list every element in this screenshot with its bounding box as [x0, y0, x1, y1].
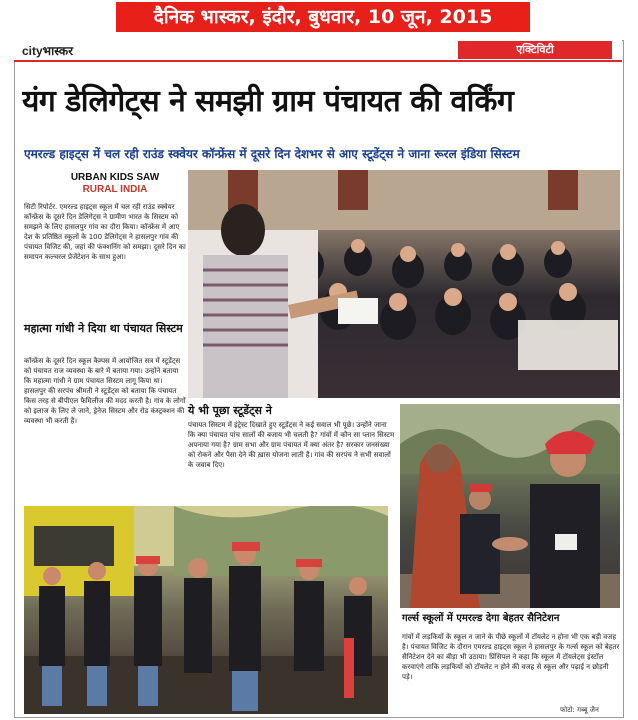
- walking-illustration: [24, 506, 388, 714]
- heading-gandhi: महात्मा गांधी ने दिया था पंचायत सिस्टम: [24, 322, 183, 335]
- english-kicker: [60, 172, 170, 196]
- paragraph-students-asked: पंचायत सिस्टम में इंट्रेस्ट दिखाते हुए स्टूडेंट्स ने कई सवाल भी पूछे। उन्होंने जाना कि क्या पंचायत पांच सालों की बजाय भी चलती है? गांवों में कौन सा प्लान सिस्टम अपनाया गया है? ग्राम सभा और ग्राम पंचायत में क्या अंतर है? सरकार जनसंख्या को रोकने और पैसा देने की ख़ास योजना लाती है। गांव की सरपंच ने सभी सवालों के जवाब दिए।: [188, 421, 395, 469]
- photo-credit: फोटो: गब्बू जैन: [560, 706, 599, 714]
- kicker-line-1: URBAN KIDS SAW: [70, 172, 160, 183]
- city-supplement-label: cityभास्कर: [22, 44, 74, 58]
- photo-students-walking: [24, 506, 388, 714]
- main-photo-illustration: [188, 170, 620, 398]
- newspaper-masthead: दैनिक भास्कर, इंदौर, बुधवार, 10 जून, 2015: [116, 2, 530, 32]
- article-subheadline: एमरल्ड हाइट्स में चल रही राउंड स्क्वेयर कॉन्फ्रेंस में दूसरे दिन देशभर से आए स्टूडेंट्स ने जाना रूरल इंडिया सिस्टम: [24, 147, 520, 161]
- handshake-illustration: [400, 404, 620, 608]
- article-headline: यंग डेलिगेट्स ने समझी ग्राम पंचायत की वर्किंग: [22, 84, 514, 119]
- heading-girls-sanitation: गर्ल्स स्कूलों में एमरल्ड देगा बेहतर सैनिटेशन: [402, 613, 560, 624]
- kicker-line-2: RURAL INDIA: [82, 184, 148, 195]
- heading-students-asked: ये भी पूछा स्टूडेंट्स ने: [188, 404, 272, 417]
- photo-handshake: [400, 404, 620, 608]
- main-photo-students-seated: [188, 170, 620, 398]
- intro-paragraph: सिटी रिपोर्टर. एमरल्ड हाइट्स स्कूल में चल रही राउंड स्क्वेयर कॉन्फ्रेंस के दूसरे दिन डेलिगेट्स ने ग्रामीण भारत के सिस्टम को समझने के लिए हासलपुर गांव का दौरा किया। कॉन्फ्रेंस में आए देश के प्रतिष्ठित स्कूलों के 100 डेलिगेट्स ने हासलपुर गांव की पंचायत विजिट की, जहां की फंक्शनिंग को समझा। दूसरे दिन का समापन कल्चरल प्रेजेंटेशन के साथ हुआ।: [24, 203, 186, 261]
- paragraph-girls-sanitation: गांवों में लड़कियों के स्कूल न जाने के पीछे स्कूलों में टॉयलेट न होना भी एक बड़ी वजह है। पंचायत विजिट के दौरान एमरल्ड हाइट्स स्कूल ने हासलपुर के गर्ल्स स्कूल को बेहतर सैनिटेशन देने का बीड़ा भी उठाया। प्रिंसिपल ने कहा कि स्कूल में टॉयलेट्स इंस्टॉल करवाएंगे ताकि लड़कियों को टॉयलेट न होने की वजह से स्कूल और पढ़ाई न छोड़नी पड़े।: [402, 633, 620, 681]
- paragraph-gandhi: कॉन्फ्रेंस के दूसरे दिन स्कूल कैम्पस में आयोजित सत्र में स्टूडेंट्स को पंचायत राज व्यवस्था के बारे में बताया गया। उन्होंने बताया कि महात्मा गांधी ने ग्राम पंचायत सिस्टम लागू किया था। हासलपुर की सरपंच श्रीमती ने स्टूडेंट्स को बताया कि पंचायत किस तरह से बीपीएल फैमिलीज की मदद करती है। गांव के लोगों को इलाज के लिए ले जाने, ड्रेनेज सिस्टम और रोड कंस्ट्रक्शन की व्यवस्था भी करती है।: [24, 357, 186, 425]
- section-label: एक्टिविटी: [458, 41, 612, 59]
